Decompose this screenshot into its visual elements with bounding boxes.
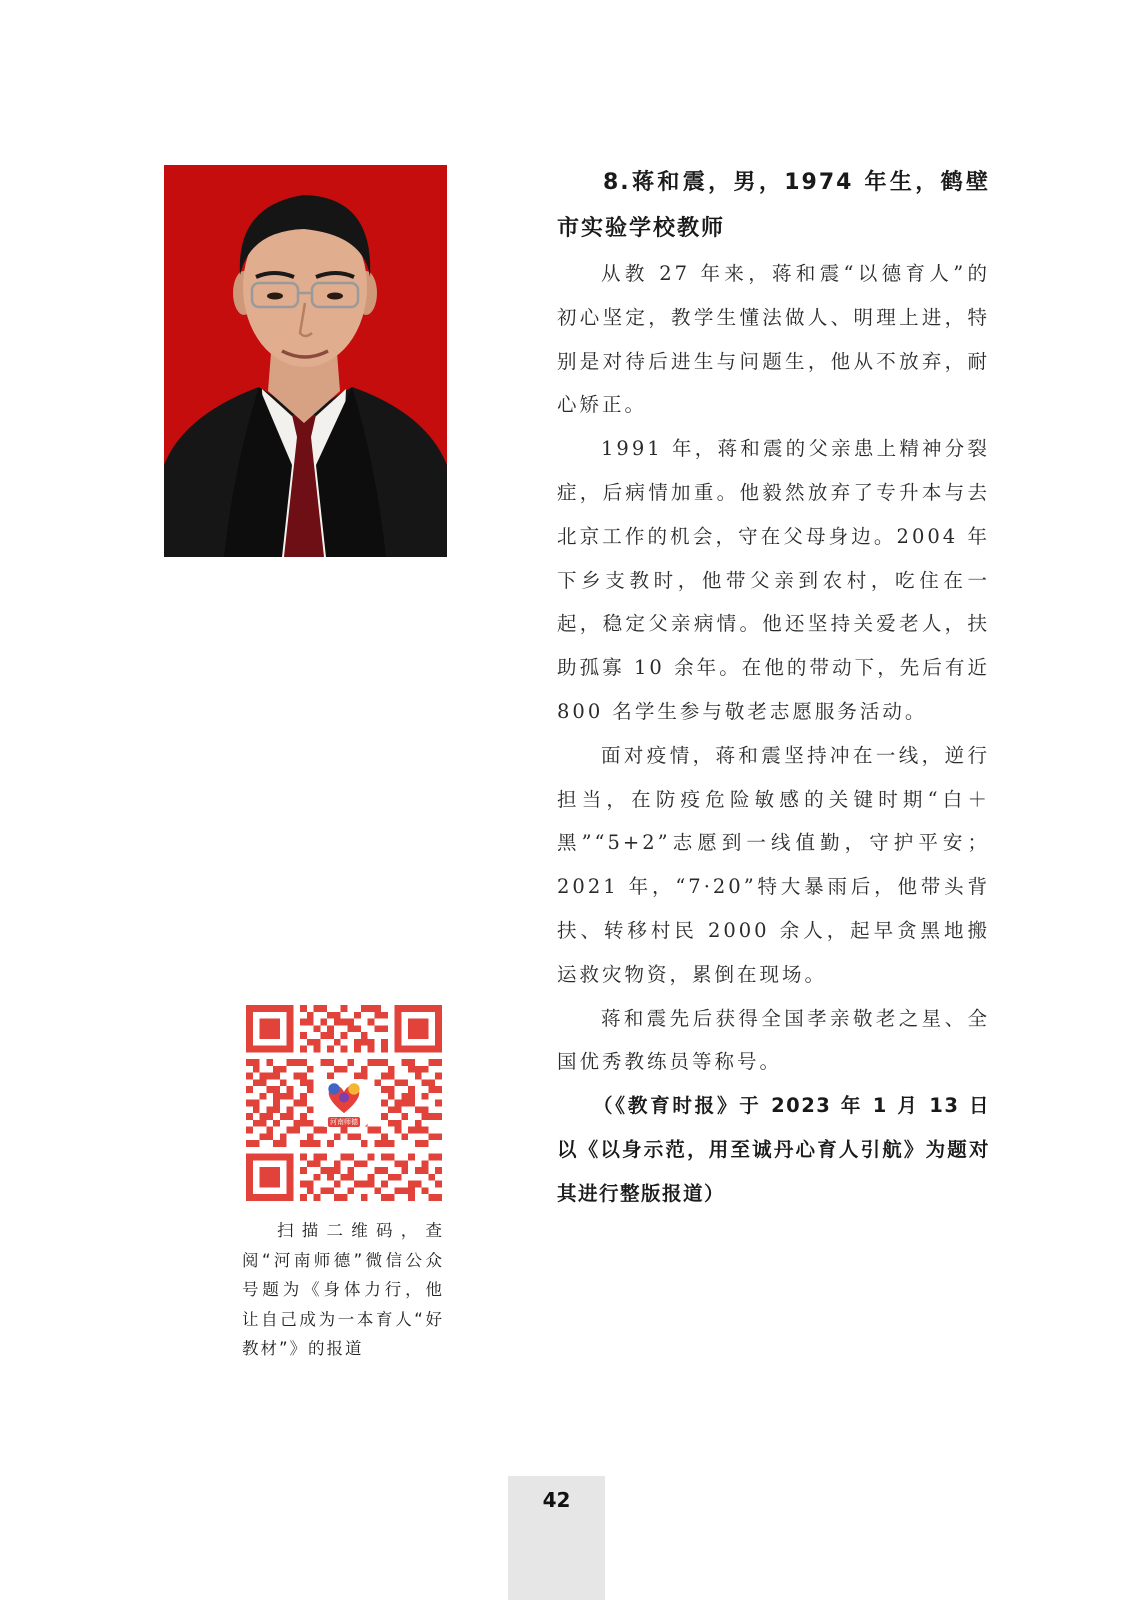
page-number-box [508, 1476, 605, 1600]
portrait-illustration [164, 165, 447, 557]
article-paragraph: 从教 27 年来，蒋和震“以德育人”的初心坚定，教学生懂法做人、明理上进，特别是对待后进生与问题生，他从不放弃，耐心矫正。 [557, 262, 990, 417]
article-paragraph: 蒋和震先后获得全国孝亲敬老之星、全国优秀教练员等称号。 [557, 1006, 990, 1074]
qr-code[interactable] [246, 1005, 442, 1201]
article-paragraph: 面对疫情，蒋和震坚持冲在一线，逆行担当，在防疫危险敏感的关键时期“白＋黑”“5+2”志愿到一线值勤，守护平安；2021 年，“7·20”特大暴雨后，他带头背扶、转移村民 2000 余人，起早贪黑地搬运救灾物资，累倒在现场。 [557, 743, 990, 986]
heart-logo-icon [320, 1079, 368, 1116]
article-paragraph: 1991 年，蒋和震的父亲患上精神分裂症，后病情加重。他毅然放弃了专升本与去北京工作的机会，守在父母身边。2004 年下乡支教时，他带父亲到农村，吃住在一起，稳定父亲病情。他还坚持关爱老人，扶助孤寡 10 余年。在他的带动下，先后有近 800 名学生参与敬老志愿服务活动。 [557, 437, 990, 723]
qr-center-logo [320, 1079, 368, 1127]
article [557, 160, 990, 1216]
page-number: 42 [542, 1488, 571, 1512]
qr-caption: 扫描二维码，查阅“河南师德”微信公众号题为《身体力行，他让自己成为一本育人“好教材”》的报道 [242, 1221, 444, 1358]
portrait-photo [164, 165, 447, 557]
article-source-note: （《教育时报》于 2023 年 1 月 13 日以《以身示范，用至诚丹心育人引航》为题对其进行整版报道） [557, 1094, 990, 1205]
qr-logo-label: 河南师德 [330, 1118, 358, 1126]
article-heading: 8.蒋和震，男，1974 年生，鹤壁市实验学校教师 [557, 170, 990, 241]
